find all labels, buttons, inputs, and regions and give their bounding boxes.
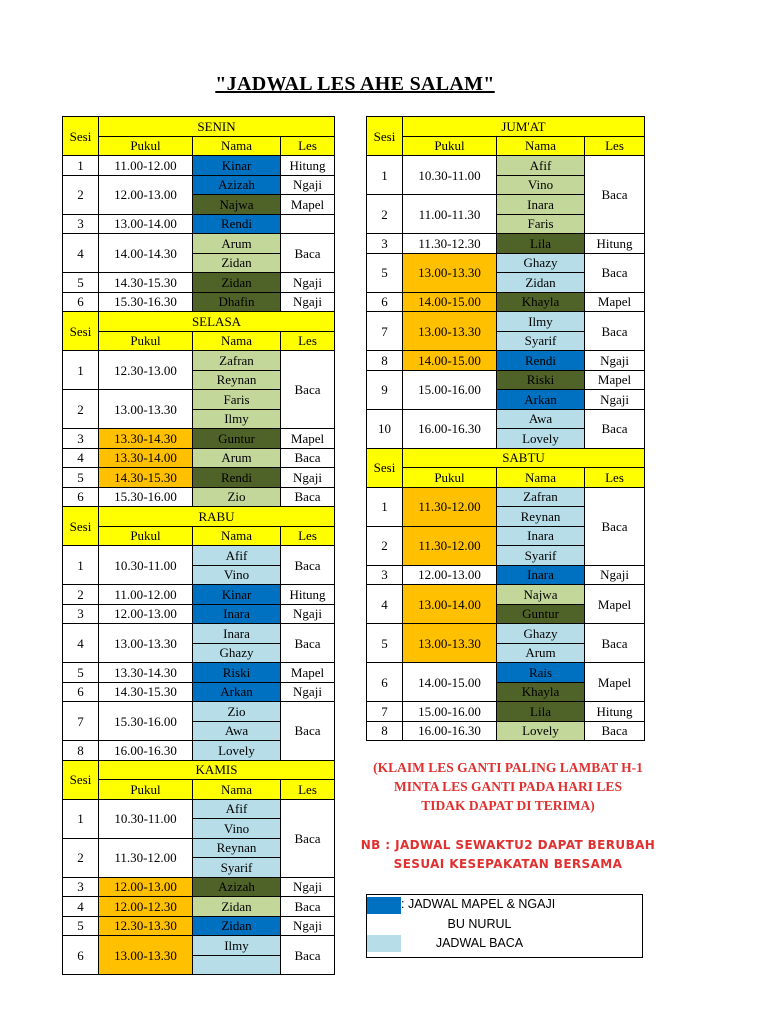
session-time: 14.00-15.00 [403, 292, 497, 312]
table-row [367, 487, 645, 507]
session-time: 16.00-16.30 [403, 409, 497, 448]
pukul-header: Pukul [99, 780, 193, 800]
day-header-row [367, 117, 645, 137]
student-name: Inara [497, 565, 585, 585]
student-name: Syarif [193, 858, 281, 878]
student-name: Syarif [497, 331, 585, 351]
klaim-note [358, 758, 658, 815]
les-type: Ngaji [585, 390, 645, 410]
nb-note [358, 836, 658, 874]
table-row [367, 253, 645, 273]
session-time: 11.30-12.00 [403, 487, 497, 526]
student-name: Kinar [193, 156, 281, 176]
session-number: 8 [367, 351, 403, 371]
table-row [367, 156, 645, 176]
session-time: 16.00-16.30 [403, 721, 497, 741]
day-name-senin: SENIN [99, 117, 335, 137]
table-row [367, 312, 645, 332]
day-name-sabtu: SABTU [403, 448, 645, 468]
session-number: 4 [63, 897, 99, 917]
session-number: 5 [63, 468, 99, 488]
column-header-row [63, 136, 335, 156]
session-number: 1 [63, 546, 99, 585]
legend-label-baca: JADWAL BACA [435, 936, 524, 950]
column-header-row [367, 136, 645, 156]
day-header-row [63, 312, 335, 332]
les-type: Ngaji [281, 292, 335, 312]
student-name: Lovely [193, 741, 281, 761]
sesi-header: Sesi [367, 448, 403, 487]
table-row [367, 624, 645, 644]
day-name-kamis: KAMIS [99, 760, 335, 780]
les-type: Mapel [281, 429, 335, 449]
table-row [63, 429, 335, 449]
session-number: 5 [367, 253, 403, 292]
session-time: 13.00-13.30 [403, 253, 497, 292]
student-name: Lila [497, 702, 585, 722]
session-number: 6 [63, 292, 99, 312]
student-name: Ghazy [497, 253, 585, 273]
table-row [367, 351, 645, 371]
session-number: 3 [63, 604, 99, 624]
session-number: 4 [63, 624, 99, 663]
session-number: 2 [63, 175, 99, 214]
student-name: Reynan [193, 838, 281, 858]
session-time: 13.30-14.30 [99, 429, 193, 449]
nama-header: Nama [193, 331, 281, 351]
klaim-note-line: MINTA LES GANTI PADA HARI LES [394, 779, 622, 794]
session-time: 12.00-13.00 [99, 604, 193, 624]
les-type: Baca [281, 546, 335, 585]
session-number: 4 [367, 585, 403, 624]
session-time: 12.00-13.00 [99, 877, 193, 897]
session-time: 14.30-15.30 [99, 273, 193, 293]
table-row [63, 468, 335, 488]
student-name: Awa [193, 721, 281, 741]
session-time: 12.00-12.30 [99, 897, 193, 917]
nama-header: Nama [497, 468, 585, 488]
session-time: 15.30-16.00 [99, 702, 193, 741]
student-name: Vino [497, 175, 585, 195]
session-number: 2 [63, 390, 99, 429]
session-number: 2 [367, 526, 403, 565]
student-name: Dhafin [193, 292, 281, 312]
session-number: 5 [63, 916, 99, 936]
table-row [63, 292, 335, 312]
session-time: 11.30-12.30 [403, 234, 497, 254]
session-number: 2 [367, 195, 403, 234]
session-number: 1 [63, 156, 99, 176]
les-type: Hitung [281, 156, 335, 176]
student-name: Riski [193, 663, 281, 683]
session-time: 11.30-12.00 [99, 838, 193, 877]
les-type: Baca [281, 234, 335, 273]
session-number: 1 [63, 351, 99, 390]
les-type [281, 214, 335, 234]
session-number: 10 [367, 409, 403, 448]
session-time: 14.30-15.30 [99, 682, 193, 702]
les-type: Baca [281, 702, 335, 761]
student-name: Rendi [193, 214, 281, 234]
les-header: Les [281, 780, 335, 800]
les-type: Baca [281, 487, 335, 507]
les-type: Mapel [585, 292, 645, 312]
les-type: Mapel [281, 195, 335, 215]
session-time: 13.00-14.00 [99, 214, 193, 234]
session-time: 10.30-11.00 [99, 546, 193, 585]
les-type: Baca [281, 351, 335, 429]
nb-note-line: SESUAI KESEPAKATAN BERSAMA [393, 857, 623, 871]
session-time: 12.30-13.00 [99, 351, 193, 390]
column-header-row [367, 468, 645, 488]
les-type: Baca [585, 312, 645, 351]
session-time: 13.00-14.00 [403, 585, 497, 624]
student-name: Reynan [497, 507, 585, 527]
table-row [63, 448, 335, 468]
table-row [63, 799, 335, 819]
student-name: Inara [497, 526, 585, 546]
table-row [63, 351, 335, 371]
column-header-row [63, 331, 335, 351]
session-time: 13.30-14.00 [99, 448, 193, 468]
student-name: Azizah [193, 175, 281, 195]
session-time: 14.00-15.00 [403, 351, 497, 371]
student-name: Faris [193, 390, 281, 410]
les-header: Les [281, 331, 335, 351]
student-name: Riski [497, 370, 585, 390]
les-header: Les [281, 136, 335, 156]
session-number: 3 [63, 877, 99, 897]
session-time: 13.00-13.30 [403, 624, 497, 663]
student-name: Vino [193, 565, 281, 585]
table-row [367, 702, 645, 722]
les-header: Les [281, 526, 335, 546]
session-time: 10.30-11.00 [99, 799, 193, 838]
table-row [63, 877, 335, 897]
les-header: Les [585, 468, 645, 488]
session-number: 6 [63, 936, 99, 975]
sesi-header: Sesi [63, 312, 99, 351]
session-time: 13.00-13.30 [99, 624, 193, 663]
table-row [367, 409, 645, 429]
les-type: Baca [585, 721, 645, 741]
les-type: Baca [585, 156, 645, 234]
table-row [63, 936, 335, 956]
student-name: Arkan [497, 390, 585, 410]
student-name: Inara [193, 604, 281, 624]
table-row [367, 234, 645, 254]
les-type: Ngaji [281, 916, 335, 936]
student-name: Lovely [497, 429, 585, 449]
student-name: Zafran [193, 351, 281, 371]
table-row [367, 663, 645, 683]
pukul-header: Pukul [99, 331, 193, 351]
student-name: Kinar [193, 585, 281, 605]
student-name: Zio [193, 702, 281, 722]
day-header-row [367, 448, 645, 468]
les-type: Baca [281, 799, 335, 877]
session-time: 13.30-14.30 [99, 663, 193, 683]
student-name: Lovely [497, 721, 585, 741]
les-type: Ngaji [281, 468, 335, 488]
student-name: Rendi [497, 351, 585, 371]
day-header-row [63, 117, 335, 137]
student-name: Ghazy [497, 624, 585, 644]
student-name: Rais [497, 663, 585, 683]
pukul-header: Pukul [403, 136, 497, 156]
legend-label-mapel-ngaji: : JADWAL MAPEL & NGAJI [401, 897, 556, 911]
session-number: 3 [63, 214, 99, 234]
student-name: Zidan [193, 253, 281, 273]
pukul-header: Pukul [99, 526, 193, 546]
table-row [63, 273, 335, 293]
session-number: 5 [63, 663, 99, 683]
les-type: Ngaji [281, 604, 335, 624]
les-type: Baca [585, 253, 645, 292]
student-name: Zafran [497, 487, 585, 507]
table-row [63, 546, 335, 566]
student-name: Afif [193, 799, 281, 819]
student-name: Afif [497, 156, 585, 176]
column-header-row [63, 526, 335, 546]
les-type: Mapel [281, 663, 335, 683]
session-number: 7 [63, 702, 99, 741]
table-row [63, 682, 335, 702]
session-number: 6 [367, 292, 403, 312]
les-type: Ngaji [585, 565, 645, 585]
les-type: Mapel [585, 370, 645, 390]
student-name: Inara [497, 195, 585, 215]
table-row [367, 292, 645, 312]
session-time: 13.00-13.30 [99, 390, 193, 429]
student-name: Guntur [497, 604, 585, 624]
les-type: Baca [585, 624, 645, 663]
student-name: Ilmy [497, 312, 585, 332]
student-name: Lila [497, 234, 585, 254]
session-time: 12.00-13.00 [99, 175, 193, 214]
sesi-header: Sesi [63, 507, 99, 546]
student-name: Awa [497, 409, 585, 429]
student-name: Arum [497, 643, 585, 663]
session-number: 5 [367, 624, 403, 663]
session-number: 3 [367, 565, 403, 585]
student-name: Inara [193, 624, 281, 644]
nama-header: Nama [497, 136, 585, 156]
session-time: 12.00-13.00 [403, 565, 497, 585]
les-type: Baca [585, 409, 645, 448]
les-type: Ngaji [585, 351, 645, 371]
legend-swatch-mapel-ngaji [367, 897, 401, 914]
table-row [63, 624, 335, 644]
student-name: Faris [497, 214, 585, 234]
student-name: Khayla [497, 292, 585, 312]
les-type: Ngaji [281, 273, 335, 293]
day-header-row [63, 507, 335, 527]
nama-header: Nama [193, 136, 281, 156]
session-time: 13.00-13.30 [99, 936, 193, 975]
student-name: Zidan [193, 897, 281, 917]
session-time: 15.30-16.30 [99, 292, 193, 312]
table-row [63, 175, 335, 195]
table-row [63, 916, 335, 936]
student-name: Ghazy [193, 643, 281, 663]
student-name: Najwa [193, 195, 281, 215]
klaim-note-line: TIDAK DAPAT DI TERIMA) [421, 798, 595, 813]
student-name: Vino [193, 819, 281, 839]
student-name: Najwa [497, 585, 585, 605]
session-number: 6 [367, 663, 403, 702]
session-time: 11.00-12.00 [99, 156, 193, 176]
table-row [367, 721, 645, 741]
student-name: Arkan [193, 682, 281, 702]
les-type: Hitung [585, 234, 645, 254]
session-number: 1 [63, 799, 99, 838]
student-name: Azizah [193, 877, 281, 897]
pukul-header: Pukul [99, 136, 193, 156]
session-number: 2 [63, 585, 99, 605]
student-name: Rendi [193, 468, 281, 488]
schedule-table-right [366, 116, 645, 741]
student-name: Ilmy [193, 936, 281, 956]
legend-box [366, 894, 643, 958]
table-row [63, 585, 335, 605]
session-time: 13.00-13.30 [403, 312, 497, 351]
nb-note-line: NB : JADWAL SEWAKTU2 DAPAT BERUBAH [360, 838, 656, 852]
session-time: 14.00-14.30 [99, 234, 193, 273]
session-number: 7 [367, 702, 403, 722]
session-number: 9 [367, 370, 403, 409]
student-name: Arum [193, 234, 281, 254]
les-type: Ngaji [281, 877, 335, 897]
legend-label-bu-nurul: BU NURUL [447, 917, 512, 931]
table-row [367, 565, 645, 585]
session-number: 1 [367, 156, 403, 195]
student-name: Khayla [497, 682, 585, 702]
nama-header: Nama [193, 780, 281, 800]
session-number: 4 [63, 448, 99, 468]
day-name-rabu: RABU [99, 507, 335, 527]
sesi-header: Sesi [63, 760, 99, 799]
student-name: Zidan [193, 916, 281, 936]
session-time: 14.00-15.00 [403, 663, 497, 702]
session-number: 3 [63, 429, 99, 449]
les-type: Baca [281, 897, 335, 917]
table-row [63, 234, 335, 254]
klaim-note-line: (KLAIM LES GANTI PALING LAMBAT H-1 [373, 760, 643, 775]
les-type: Baca [281, 624, 335, 663]
session-number: 4 [63, 234, 99, 273]
session-number: 1 [367, 487, 403, 526]
pukul-header: Pukul [403, 468, 497, 488]
day-header-row [63, 760, 335, 780]
sesi-header: Sesi [367, 117, 403, 156]
table-row [63, 604, 335, 624]
sesi-header: Sesi [63, 117, 99, 156]
nama-header: Nama [193, 526, 281, 546]
session-time: 15.00-16.00 [403, 370, 497, 409]
table-row [367, 585, 645, 605]
session-time: 11.00-12.00 [99, 585, 193, 605]
session-number: 6 [63, 487, 99, 507]
session-number: 3 [367, 234, 403, 254]
student-name: Arum [193, 448, 281, 468]
les-type: Mapel [585, 663, 645, 702]
les-type: Ngaji [281, 175, 335, 195]
session-number: 7 [367, 312, 403, 351]
session-time: 14.30-15.30 [99, 468, 193, 488]
session-time: 15.00-16.00 [403, 702, 497, 722]
les-type: Hitung [281, 585, 335, 605]
session-number: 8 [63, 741, 99, 761]
les-type: Hitung [585, 702, 645, 722]
student-name: Syarif [497, 546, 585, 566]
student-name: Ilmy [193, 409, 281, 429]
table-row [63, 156, 335, 176]
column-header-row [63, 780, 335, 800]
student-name: Zio [193, 487, 281, 507]
schedule-table-left [62, 116, 335, 975]
les-type: Mapel [585, 585, 645, 624]
page-title: "JADWAL LES AHE SALAM" [215, 73, 495, 95]
student-name: Zidan [497, 273, 585, 293]
session-number: 2 [63, 838, 99, 877]
session-time: 11.00-11.30 [403, 195, 497, 234]
les-type: Baca [585, 487, 645, 565]
table-row [63, 487, 335, 507]
session-time: 15.30-16.00 [99, 487, 193, 507]
table-row [63, 897, 335, 917]
student-name: Zidan [193, 273, 281, 293]
session-time: 16.00-16.30 [99, 741, 193, 761]
student-name: Afif [193, 546, 281, 566]
student-name [193, 955, 281, 975]
session-time: 11.30-12.00 [403, 526, 497, 565]
table-row [367, 370, 645, 390]
table-row [63, 214, 335, 234]
les-type: Ngaji [281, 682, 335, 702]
session-time: 10.30-11.00 [403, 156, 497, 195]
les-type: Baca [281, 448, 335, 468]
les-type: Baca [281, 936, 335, 975]
day-name-selasa: SELASA [99, 312, 335, 332]
les-header: Les [585, 136, 645, 156]
day-name-jumat: JUM'AT [403, 117, 645, 137]
student-name: Guntur [193, 429, 281, 449]
session-number: 5 [63, 273, 99, 293]
session-number: 8 [367, 721, 403, 741]
session-number: 6 [63, 682, 99, 702]
session-time: 12.30-13.30 [99, 916, 193, 936]
table-row [63, 702, 335, 722]
student-name: Reynan [193, 370, 281, 390]
table-row [63, 663, 335, 683]
